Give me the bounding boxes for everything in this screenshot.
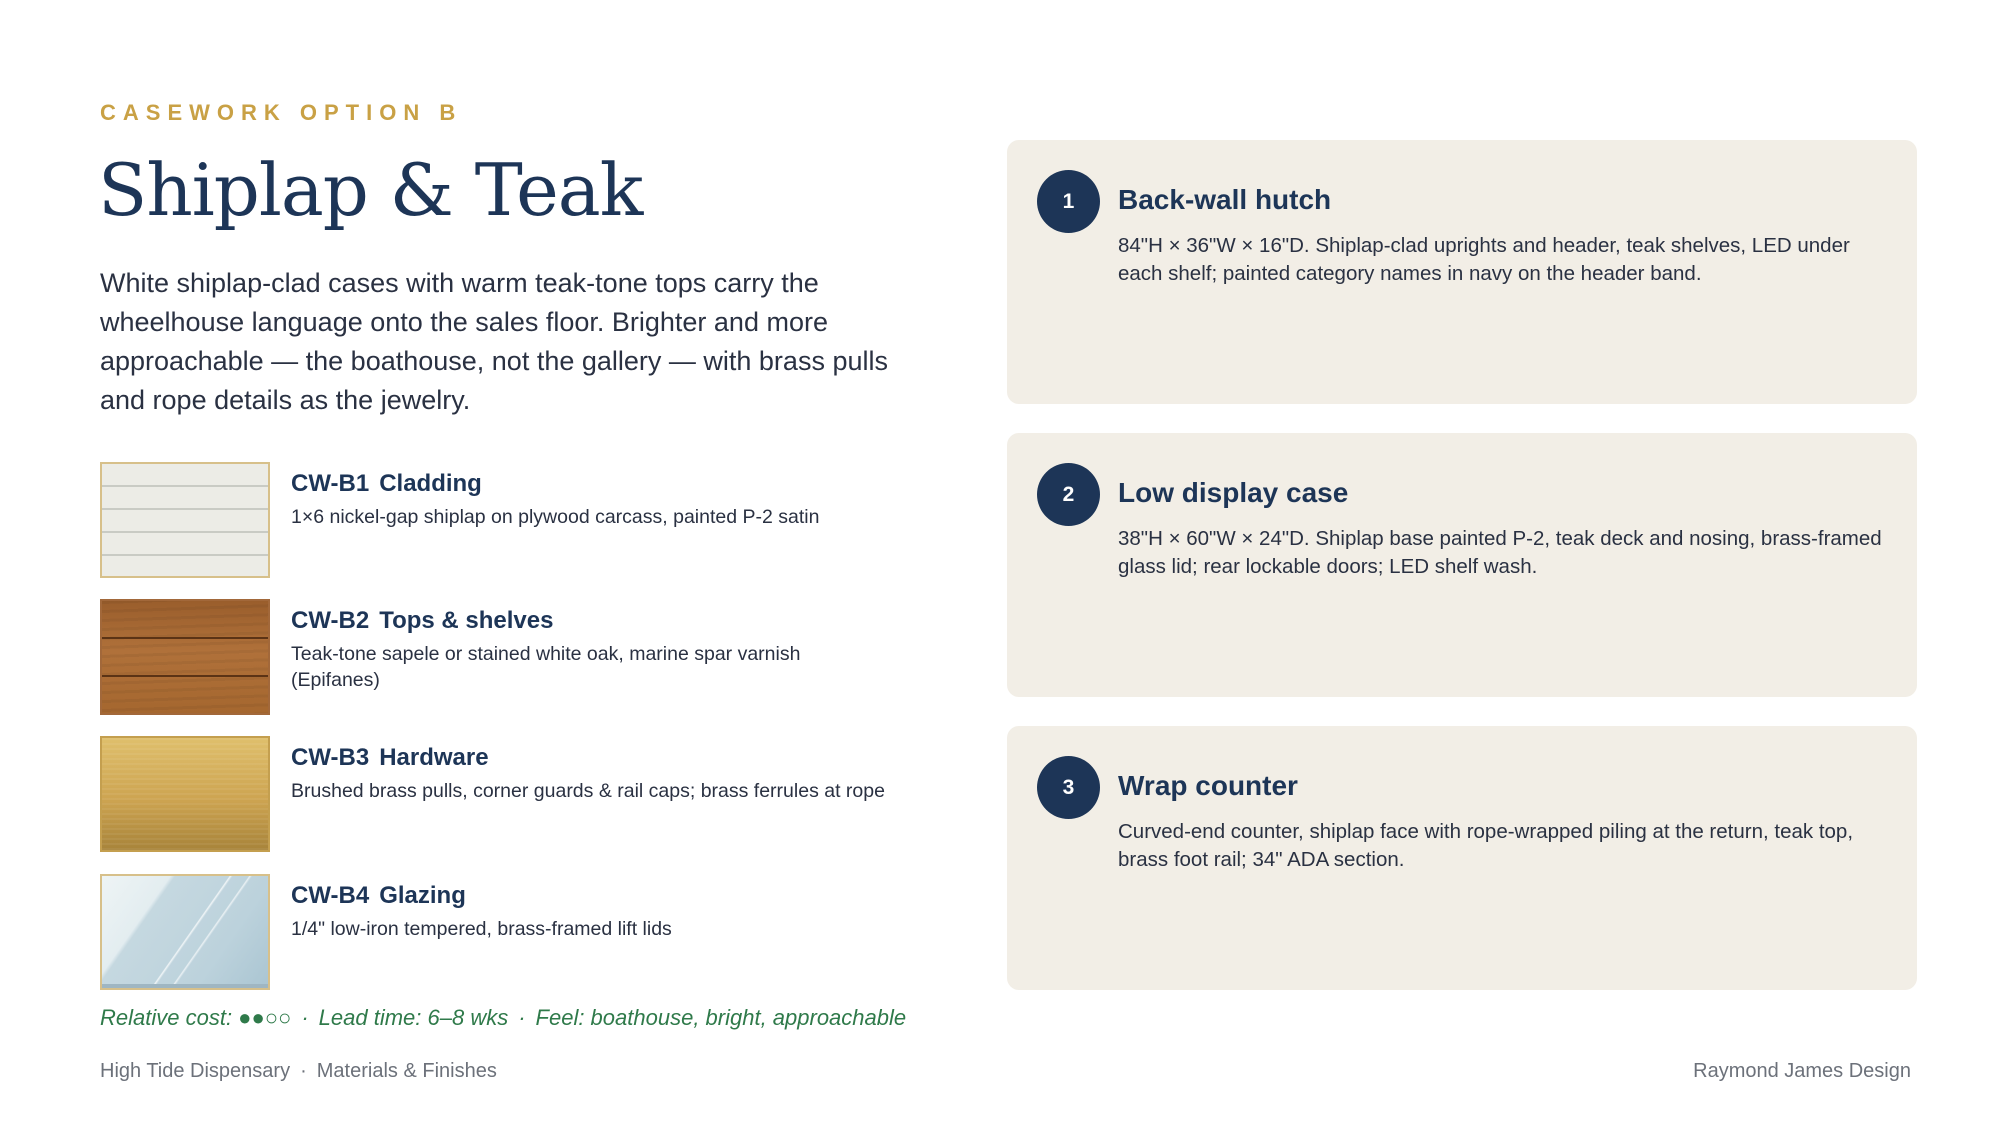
material-description: 1/4" low-iron tempered, brass-framed lift lids [291, 918, 672, 940]
card-number-badge: 2 [1037, 463, 1100, 526]
section-name: Materials & Finishes [316, 1060, 497, 1082]
material-name: Cladding [379, 470, 482, 497]
material-item [100, 874, 900, 992]
material-item [100, 736, 900, 854]
material-name: Glazing [379, 882, 466, 909]
card-description: 84"H × 36"W × 16"D. Shiplap-clad uprights and header, teak shelves, LED under each shelf; painted category names in navy on the header band. [1118, 234, 1850, 285]
material-description: Brushed brass pulls, corner guards & rail caps; brass ferrules at rope [291, 780, 885, 802]
lead-time: Lead time: 6–8 wks [318, 1005, 509, 1030]
material-heading [291, 882, 466, 910]
eyebrow-label: CASEWORK OPTION B [100, 100, 463, 125]
material-name: Hardware [379, 744, 489, 771]
card-description: Curved-end counter, shiplap face with rope-wrapped piling at the return, teak top, brass foot rail; 34" ADA section. [1118, 820, 1854, 871]
material-code: CW-B2 [291, 607, 370, 634]
card-number-badge: 3 [1037, 756, 1100, 819]
casework-card [1007, 726, 1917, 990]
separator: · [301, 1005, 309, 1030]
shiplap-swatch [100, 462, 270, 578]
material-code: CW-B3 [291, 744, 370, 771]
client-name: High Tide Dispensary [100, 1060, 291, 1082]
card-description: 38"H × 60"W × 24"D. Shiplap base painted P-2, teak deck and nosing, brass-framed glass lid; rear lockable doors; LED shelf wash. [1118, 527, 1882, 578]
casework-card [1007, 433, 1917, 697]
firm-name: Raymond James Design [1693, 1060, 1911, 1082]
material-item [100, 599, 900, 717]
separator: · [300, 1060, 307, 1082]
material-heading [291, 744, 489, 772]
material-code: CW-B1 [291, 470, 370, 497]
material-item [100, 462, 900, 580]
material-name: Tops & shelves [379, 607, 554, 634]
material-heading [291, 470, 482, 498]
separator: · [518, 1005, 526, 1030]
feel-description: Feel: boathouse, bright, approachable [535, 1005, 907, 1030]
relative-cost: Relative cost: ●●○○ [100, 1005, 292, 1030]
card-title: Low display case [1118, 477, 1349, 508]
brass-swatch [100, 736, 270, 852]
teak-swatch [100, 599, 270, 715]
summary-footnote [100, 1005, 906, 1031]
card-title: Wrap counter [1118, 770, 1298, 801]
intro-paragraph: White shiplap-clad cases with warm teak-tone tops carry the wheelhouse language onto the sales floor. Brighter and more approachable — the boathouse, not the gallery — with brass pulls and rope details as the jewelry. [100, 268, 888, 415]
glass-swatch [100, 874, 270, 990]
material-heading [291, 607, 553, 635]
material-code: CW-B4 [291, 882, 370, 909]
casework-card [1007, 140, 1917, 404]
card-number-badge: 1 [1037, 170, 1100, 233]
material-description: 1×6 nickel-gap shiplap on plywood carcass, painted P-2 satin [291, 506, 820, 528]
material-description: Teak-tone sapele or stained white oak, marine spar varnish (Epifanes) [291, 643, 801, 691]
page-title: Shiplap & Teak [98, 148, 643, 232]
footer-left [100, 1060, 497, 1083]
card-title: Back-wall hutch [1118, 184, 1332, 215]
